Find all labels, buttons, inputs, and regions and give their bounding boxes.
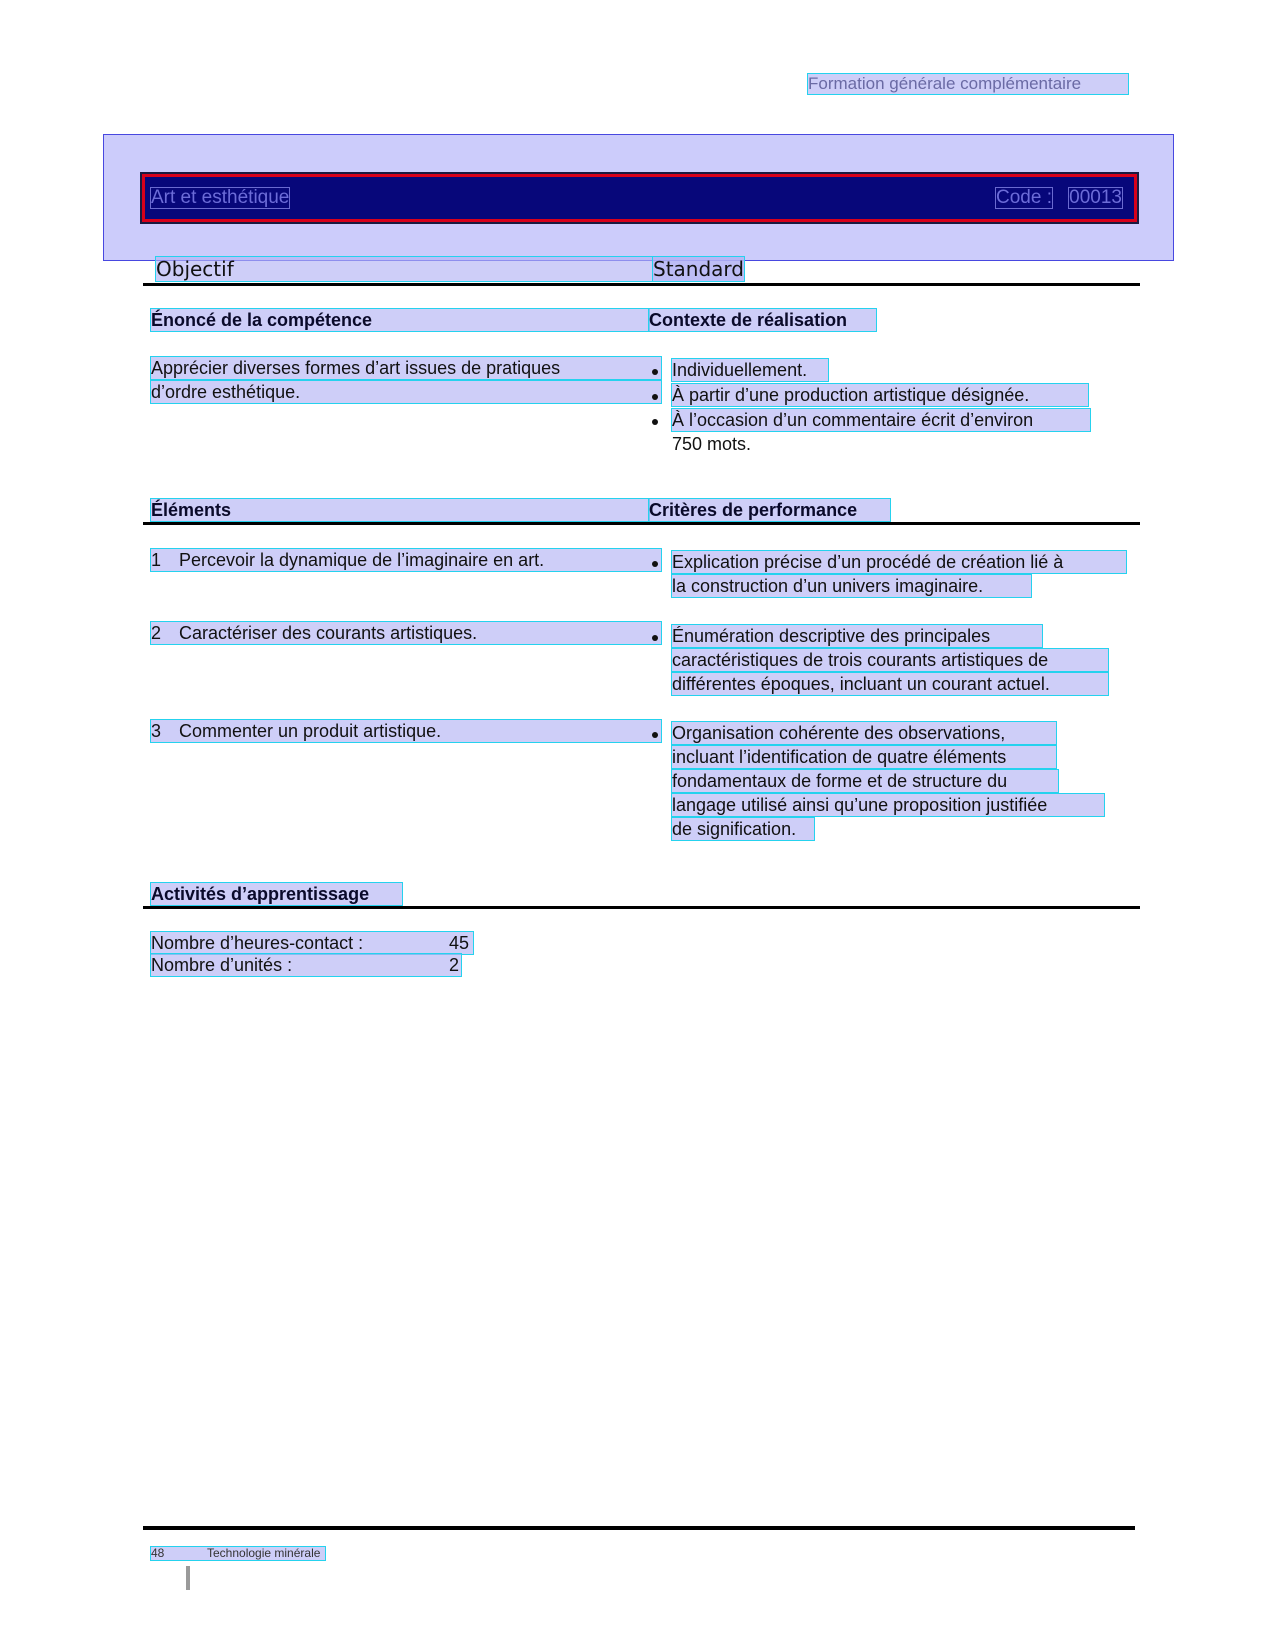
element-item bbox=[151, 720, 661, 742]
elements-heading: Éléments bbox=[151, 499, 649, 521]
divider bbox=[143, 283, 1140, 286]
contexte-item: À l’occasion d’un commentaire écrit d’environ bbox=[672, 409, 1090, 431]
criterion-line: caractéristiques de trois courants artistiques de bbox=[672, 649, 1108, 671]
element-text: Commenter un produit artistique. bbox=[179, 721, 442, 741]
footer-program: Technologie minérale bbox=[207, 1546, 321, 1560]
course-code-value: 00013 bbox=[1069, 187, 1122, 208]
course-title: Art et esthétique bbox=[151, 187, 290, 208]
criterion-line: Énumération descriptive des principales bbox=[672, 625, 1042, 647]
course-code-label: Code : bbox=[996, 187, 1052, 208]
element-item bbox=[151, 549, 661, 571]
competence-line: d’ordre esthétique. bbox=[151, 381, 661, 403]
contexte-heading: Contexte de réalisation bbox=[649, 309, 876, 331]
bullet-icon bbox=[652, 635, 658, 641]
running-head: Formation générale complémentaire bbox=[808, 74, 1128, 94]
column-header-standard: Standard bbox=[653, 257, 744, 281]
criterion-line: langage utilisé ainsi qu’une proposition justifiée bbox=[672, 794, 1104, 816]
criteres-heading: Critères de performance bbox=[649, 499, 890, 521]
element-number: 3 bbox=[151, 721, 162, 741]
criterion-line: fondamentaux de forme et de structure du bbox=[672, 770, 1058, 792]
criterion-line: Organisation cohérente des observations, bbox=[672, 722, 1056, 744]
bullet-icon bbox=[652, 369, 658, 375]
element-text: Percevoir la dynamique de l’imaginaire en art. bbox=[179, 550, 545, 570]
criterion-line: différentes époques, incluant un courant actuel. bbox=[672, 673, 1108, 695]
units-row bbox=[151, 954, 461, 976]
units-label: Nombre d’unités : bbox=[151, 955, 293, 975]
column-header-objectif: Objectif bbox=[156, 257, 744, 281]
bullet-icon bbox=[652, 732, 658, 738]
bullet-icon bbox=[652, 561, 658, 567]
hours-label: Nombre d’heures-contact : bbox=[151, 933, 364, 953]
element-text: Caractériser des courants artistiques. bbox=[179, 623, 478, 643]
contexte-item: À partir d’une production artistique désignée. bbox=[672, 384, 1088, 406]
divider bbox=[143, 906, 1140, 909]
contexte-item: Individuellement. bbox=[672, 359, 828, 381]
hours-row bbox=[151, 932, 473, 954]
competence-line: Apprécier diverses formes d’art issues de pratiques bbox=[151, 357, 661, 379]
criterion-line: de signification. bbox=[672, 818, 814, 840]
change-bar bbox=[186, 1566, 190, 1590]
element-item bbox=[151, 622, 661, 644]
competence-heading: Énoncé de la compétence bbox=[151, 309, 649, 331]
contexte-item-continued: 750 mots. bbox=[672, 434, 752, 454]
criterion-line: Explication précise d’un procédé de création lié à bbox=[672, 551, 1126, 573]
criterion-line: la construction d’un univers imaginaire. bbox=[672, 575, 1031, 597]
hours-value: 45 bbox=[449, 933, 470, 953]
bullet-icon bbox=[652, 419, 658, 425]
units-value: 2 bbox=[449, 955, 460, 975]
footer-divider bbox=[143, 1526, 1135, 1530]
element-number: 2 bbox=[151, 623, 162, 643]
course-title-bar bbox=[142, 174, 1137, 222]
activities-heading: Activités d’apprentissage bbox=[151, 883, 402, 905]
divider bbox=[143, 522, 1140, 525]
criterion-line: incluant l’identification de quatre éléments bbox=[672, 746, 1056, 768]
bullet-icon bbox=[652, 394, 658, 400]
footer-page-number: 48 bbox=[151, 1546, 165, 1560]
footer bbox=[151, 1547, 325, 1560]
element-number: 1 bbox=[151, 550, 162, 570]
